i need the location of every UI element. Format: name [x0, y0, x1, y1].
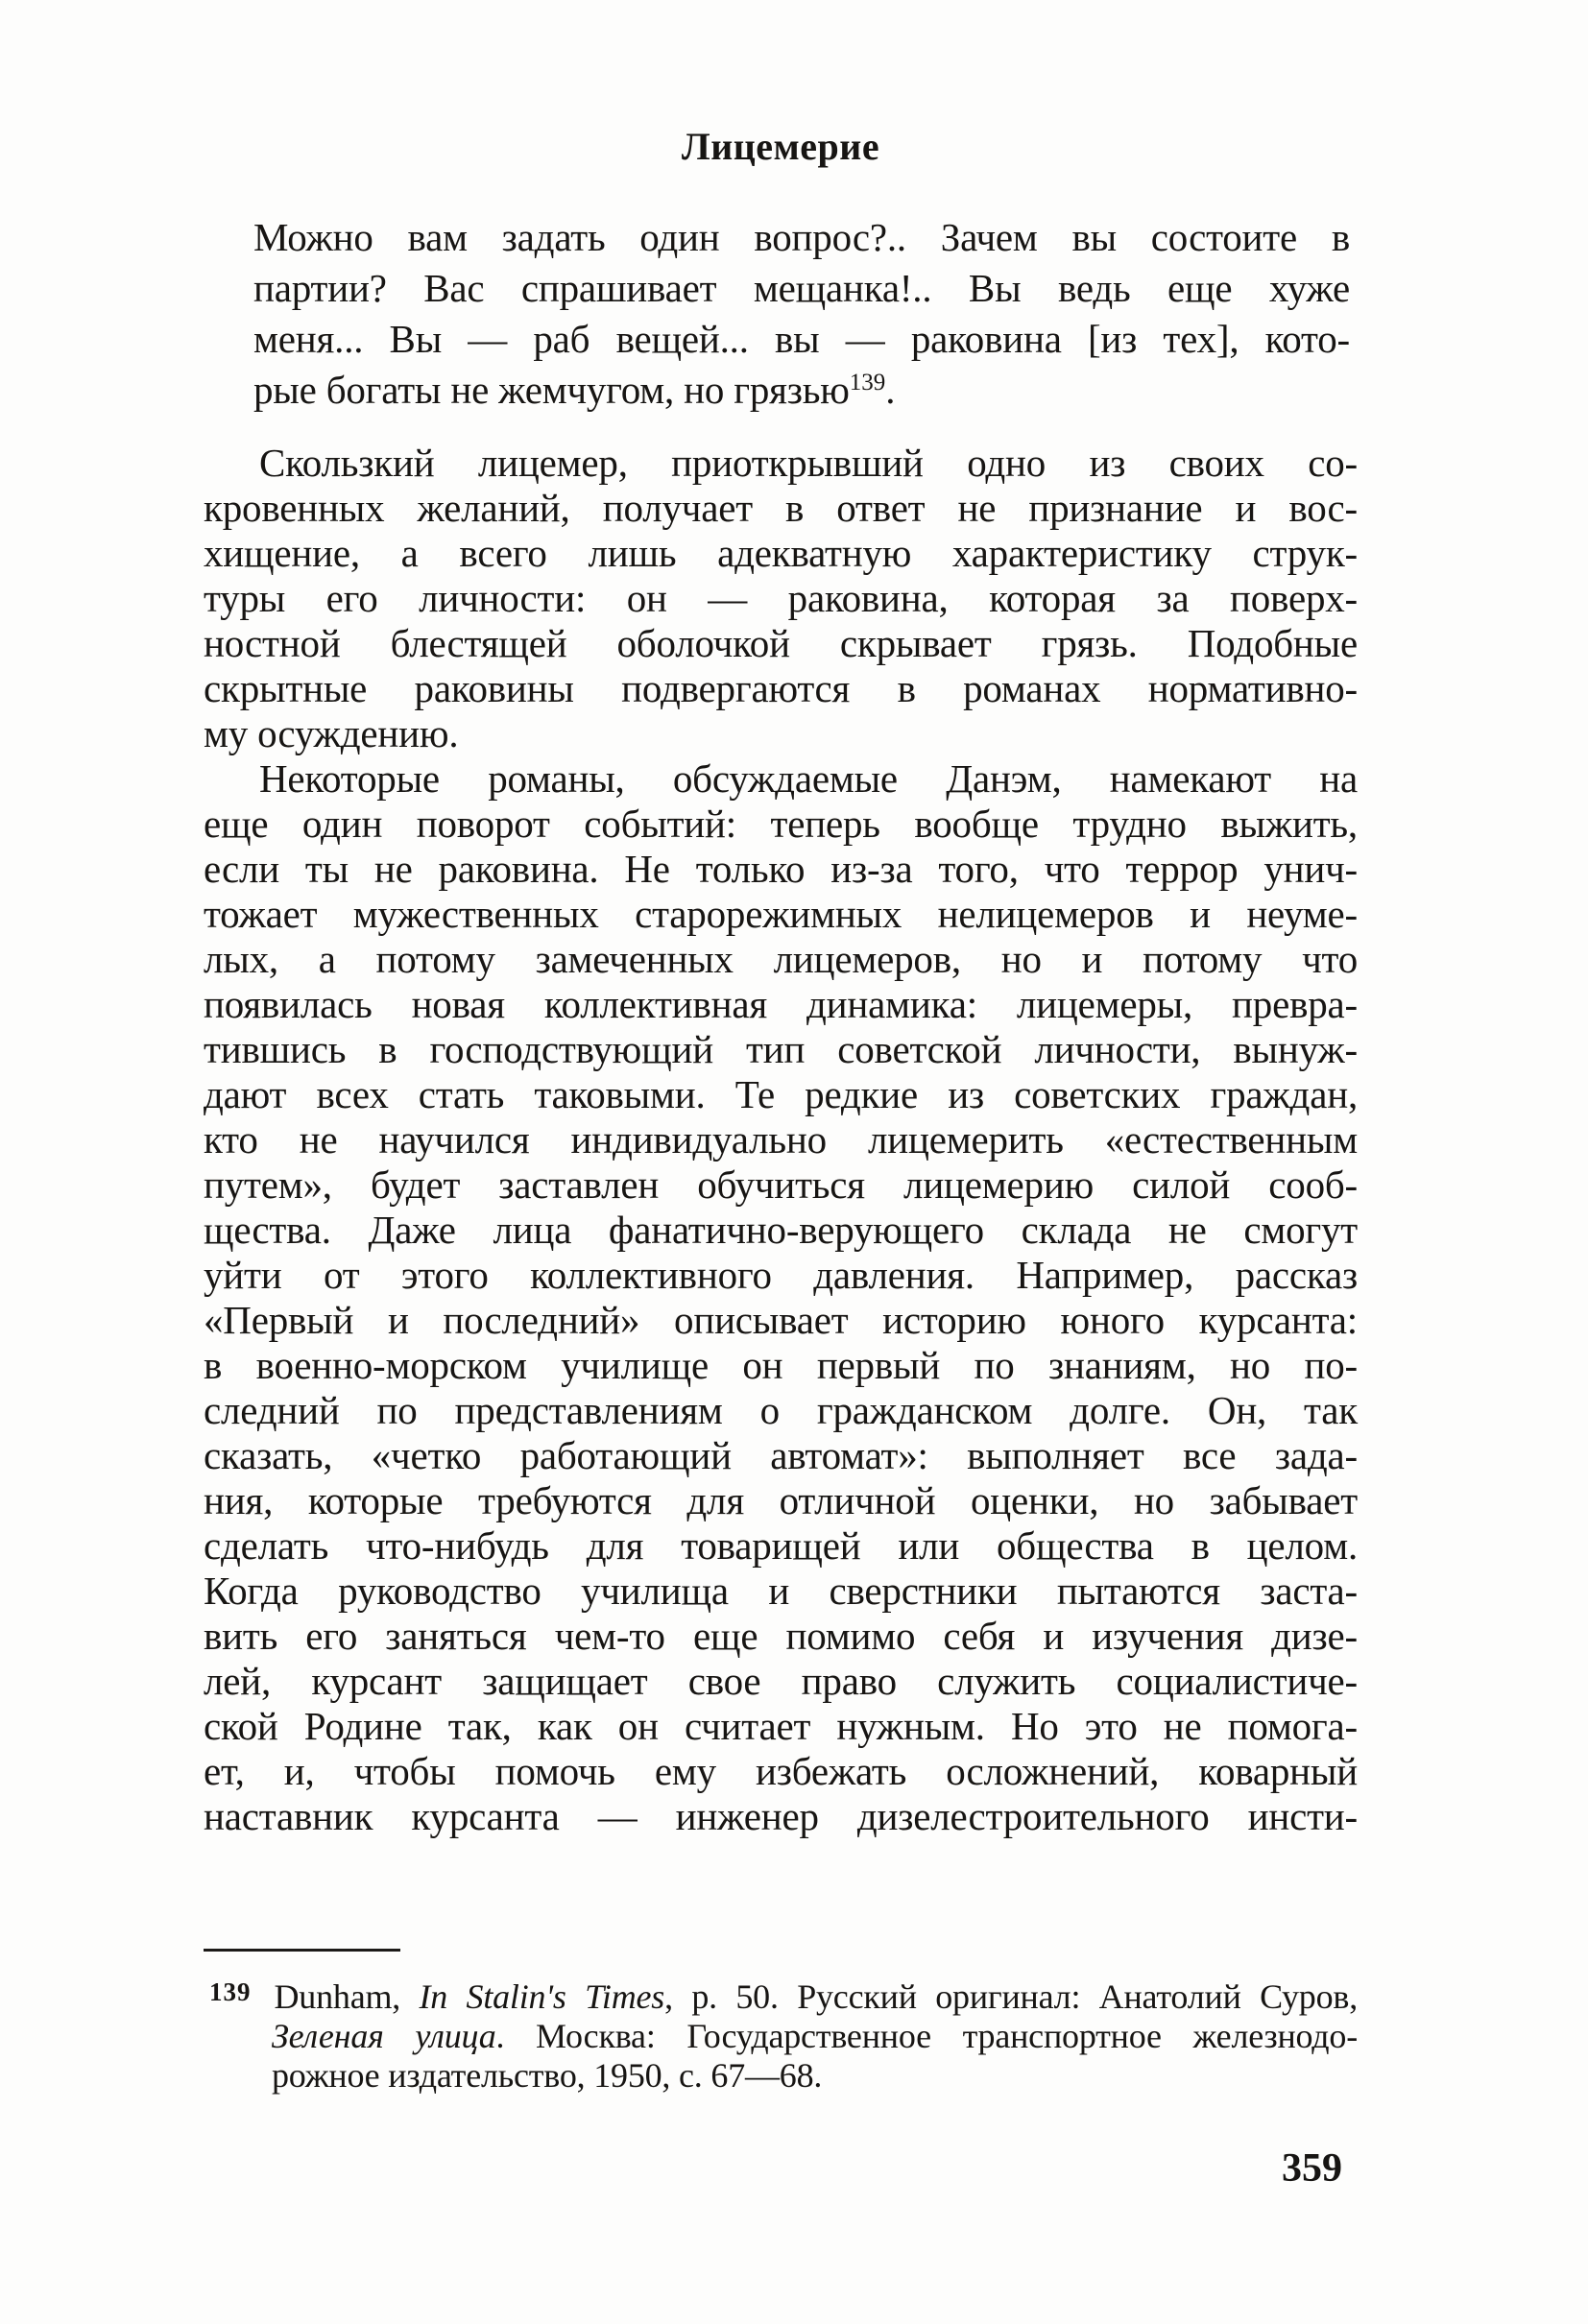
footnote — [204, 1973, 1358, 2096]
text-line: кровенных желаний, получает в ответ не признание и вос- — [204, 486, 1358, 530]
footnote-rule — [204, 1949, 400, 1952]
text-line: лых, а потому замеченных лицемеров, но и потому что — [204, 937, 1358, 981]
text-line: му осуждению. — [204, 711, 459, 755]
text-line: ностной блестящей оболочкой скрывает грязь. Подобные — [204, 621, 1358, 665]
footnote-reference: 139 — [849, 370, 886, 395]
footnote-text: , p. 50. Русский оригинал: Анатолий Суров, — [664, 1977, 1358, 2016]
text-line: партии? Вас спрашивает мещанка!.. Вы ведь еще хуже — [253, 266, 1350, 310]
text-line: меня... Вы — раб вещей... вы — раковина [из тех], кото- — [253, 317, 1350, 361]
block-quote — [204, 212, 1358, 416]
text-line: кто не научился индивидуально лицемерить «естественным — [204, 1117, 1358, 1162]
text-column — [204, 0, 1358, 2192]
text-line: Скользкий лицемер, приоткрывший одно из своих со- — [259, 441, 1358, 485]
quote-last-line — [253, 365, 1350, 416]
running-head: Лицемерие — [681, 125, 880, 168]
body-paragraph-1 — [204, 441, 1358, 756]
text-line: ет, и, чтобы помочь ему избежать осложнений, коварный — [204, 1749, 1358, 1793]
text-line: ния, которые требуются для отличной оценки, но забывает — [204, 1478, 1358, 1522]
text-line: ской Родине так, как он считает нужным. Но это не помога- — [204, 1704, 1358, 1748]
text-line: уйти от этого коллективного давления. Например, рассказ — [204, 1253, 1358, 1297]
text-line: тившись в господствующий тип советской личности, вынуж- — [204, 1027, 1358, 1071]
body-paragraph-2 — [204, 756, 1358, 1839]
quote-lines — [253, 212, 1350, 365]
text-line: Когда руководство училища и сверстники пытаются заста- — [204, 1569, 1358, 1613]
text-line: сделать что-нибудь для товарищей или общества в целом. — [204, 1523, 1358, 1568]
text-line: «Первый и последний» описывает историю юного курсанта: — [204, 1298, 1358, 1342]
text-line: в военно-морском училище он первый по знаниям, но по- — [204, 1343, 1358, 1387]
text-line: хищение, а всего лишь адекватную характеристику струк- — [204, 531, 1358, 575]
footnote-text: . Москва: Государственное транспортное железнодо- — [495, 2017, 1358, 2055]
quote-last-text: рые богаты не жемчугом, но грязью — [253, 368, 850, 412]
text-line: тожает мужественных старорежимных нелицемеров и неуме- — [204, 892, 1358, 936]
text-line: лей, курсант защищает свое право служить социалистиче- — [204, 1659, 1358, 1703]
text-line: следний по представлениям о гражданском долге. Он, так — [204, 1388, 1358, 1432]
text-line: если ты не раковина. Не только из-за того, что террор унич- — [204, 847, 1358, 891]
text-line: вить его заняться чем-то еще помимо себя и изучения дизе- — [204, 1614, 1358, 1658]
text-line: туры его личности: он — раковина, которая за поверх- — [204, 576, 1358, 620]
text-line: еще один поворот событий: теперь вообще трудно выжить, — [204, 802, 1358, 846]
text-line: путем», будет заставлен обучиться лицемерию силой сооб- — [204, 1162, 1358, 1207]
text-line: появилась новая коллективная динамика: лицемеры, превра- — [204, 982, 1358, 1026]
text-line: сказать, «четко работающий автомат»: выполняет все зада- — [204, 1433, 1358, 1477]
footnote-text: Dunham, — [274, 1977, 420, 2016]
footnote-book-title-russian: Зеленая улица — [272, 2017, 496, 2055]
quote-last-period: . — [885, 368, 896, 412]
footnote-marker: 139 — [209, 1977, 252, 2006]
footnote-line-3: рожное издательство, 1950, с. 67—68. — [272, 2056, 823, 2095]
footnote-line-2 — [204, 2017, 1358, 2056]
footnote-book-title-english: In Stalin's Times — [419, 1977, 665, 2016]
page-number: 359 — [1282, 2146, 1342, 2191]
text-line: наставник курсанта — инженер дизелестроительного инсти- — [204, 1794, 1358, 1838]
text-line: Некоторые романы, обсуждаемые Данэм, намекают на — [259, 756, 1358, 801]
text-line: щества. Даже лица фанатично-верующего склада не смогут — [204, 1208, 1358, 1252]
text-line: Можно вам задать один вопрос?.. Зачем вы состоите в — [253, 215, 1350, 259]
footnote-line-1 — [204, 1973, 1358, 2017]
text-line: дают всех стать таковыми. Те редкие из советских граждан, — [204, 1072, 1358, 1116]
text-line: скрытные раковины подвергаются в романах нормативно- — [204, 666, 1358, 710]
